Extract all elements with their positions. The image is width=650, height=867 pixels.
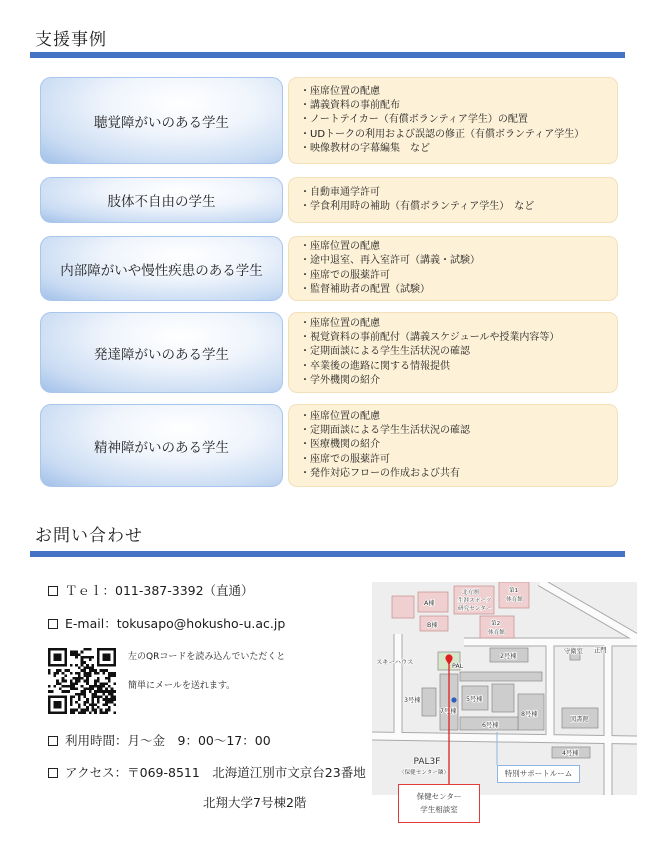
access-text: アクセス：〒069-8511 北海道江別市文京台23番地 bbox=[65, 765, 366, 780]
case-measure-item: ・監督補助者の配置（試験） bbox=[300, 283, 430, 295]
case-category-label: 発達障がいのある学生 bbox=[94, 346, 229, 363]
special-support-room-label: 特別サポートルーム bbox=[504, 769, 573, 778]
map-label-pal3f-note: （保健センター隣） bbox=[398, 770, 450, 776]
case-category-box bbox=[40, 77, 283, 164]
case-measure-item: ・講義資料の事前配布 bbox=[300, 100, 400, 112]
case-measure-item: ・座席位置の配慮 bbox=[300, 410, 380, 422]
support-case-row bbox=[40, 312, 618, 393]
case-category-label: 肢体不自由の学生 bbox=[107, 194, 216, 210]
map-label-gym-1: 体育館 bbox=[506, 597, 523, 603]
section-divider-bar bbox=[30, 551, 625, 557]
map-label-gym-1: 第1 bbox=[509, 588, 519, 594]
case-measure-item: ・座席位置の配慮 bbox=[300, 317, 380, 329]
checkbox-icon bbox=[48, 586, 58, 596]
map-label-building-6: 6号棟 bbox=[482, 722, 499, 729]
checkbox-icon bbox=[48, 619, 58, 629]
case-measures-box bbox=[288, 404, 618, 487]
map-label-guard-room: 守衛室 bbox=[564, 648, 583, 655]
qr-code bbox=[48, 648, 116, 714]
case-measure-item: ・座席での服薬許可 bbox=[300, 453, 390, 465]
map-label-building-2: 2号棟 bbox=[500, 653, 517, 660]
map-label-building-8: 8号棟 bbox=[521, 711, 538, 718]
health-center-tag bbox=[398, 784, 480, 823]
contact-hours bbox=[48, 733, 271, 749]
case-category-label: 精神障がいのある学生 bbox=[94, 439, 229, 456]
section-divider-bar bbox=[30, 52, 625, 58]
qr-note-line: 左のQRコードを読み込んでいただくと bbox=[128, 652, 286, 662]
case-measure-item: ・学外機関の紹介 bbox=[300, 374, 380, 386]
map-label-research-center: 北方圏 bbox=[462, 590, 479, 596]
qr-code-pattern bbox=[48, 648, 116, 714]
case-measure-item: ・映像教材の字幕編集 など bbox=[300, 142, 430, 154]
case-measures-box bbox=[288, 77, 618, 164]
case-measure-item: ・座席位置の配慮 bbox=[300, 85, 380, 97]
case-measure-item: ・定期面談による学生生活状況の確認 bbox=[300, 346, 470, 358]
map-label-pal: PAL bbox=[452, 663, 464, 670]
support-case-row bbox=[40, 177, 618, 223]
checkbox-icon bbox=[48, 736, 58, 746]
contact-tel bbox=[48, 583, 254, 599]
access-building-text: 北翔大学7号棟2階 bbox=[203, 795, 307, 810]
map-label-building-3: 3号棟 bbox=[404, 697, 421, 704]
email-text: E-mail：tokusapo@hokusho-u.ac.jp bbox=[65, 616, 286, 631]
case-measure-item: ・途中退室、再入室許可（講義・試験） bbox=[300, 255, 480, 267]
case-measure-item: ・学食利用時の補助（有償ボランティア学生） など bbox=[300, 201, 535, 212]
case-measure-item: ・座席位置の配慮 bbox=[300, 240, 380, 252]
case-measures-box bbox=[288, 236, 618, 301]
map-label-building-5: 5号棟 bbox=[466, 696, 483, 703]
case-measures-box bbox=[288, 312, 618, 393]
case-measure-item: ・卒業後の進路に関する情報提供 bbox=[300, 360, 450, 372]
support-case-row bbox=[40, 236, 618, 301]
qr-note-line: 簡単にメールを送れます。 bbox=[128, 681, 236, 691]
support-case-row bbox=[40, 404, 618, 487]
case-category-label: 内部障がいや慢性疾患のある学生 bbox=[60, 262, 263, 279]
map-label-gym-2: 第2 bbox=[491, 621, 501, 627]
case-measure-item: ・UDトークの利用および誤認の修正（有償ボランティア学生） bbox=[300, 128, 585, 140]
map-label-building-4: 4号棟 bbox=[562, 750, 579, 757]
case-category-box bbox=[40, 236, 283, 301]
case-measure-item: ・座席での服薬許可 bbox=[300, 269, 390, 281]
map-label-a-building: A棟 bbox=[424, 600, 435, 607]
case-measures-box bbox=[288, 177, 618, 223]
case-measure-item: ・ノートテイカー（有償ボランティア学生）の配置 bbox=[300, 114, 528, 126]
case-measure-item: ・医療機関の紹介 bbox=[300, 439, 380, 451]
case-measure-item: ・定期面談による学生生活状況の確認 bbox=[300, 425, 470, 437]
contact-email bbox=[48, 616, 285, 632]
tel-text: Ｔｅｌ：011-387-3392（直通） bbox=[65, 583, 254, 598]
contact-heading: お問い合わせ bbox=[35, 526, 143, 546]
case-category-label: 聴覚障がいのある学生 bbox=[94, 114, 229, 131]
case-measure-item: ・視覚資料の事前配付（講義スケジュールや授業内容等） bbox=[300, 332, 560, 344]
map-label-pal3f: PAL3F bbox=[413, 757, 441, 767]
map-label-main-gate: 正門 bbox=[594, 647, 607, 654]
case-measure-item: ・自動車通学許可 bbox=[300, 186, 380, 198]
support-case-row bbox=[40, 77, 618, 164]
map-label-b-building: B棟 bbox=[427, 622, 438, 629]
map-label-building-7: 7号棟 bbox=[440, 708, 457, 715]
contact-access bbox=[48, 765, 366, 781]
map-label-research-center: 研究センター bbox=[458, 606, 492, 612]
case-measure-item: ・発作対応フローの作成および共有 bbox=[300, 467, 460, 479]
map-label-library: 図書館 bbox=[570, 716, 589, 723]
hours-text: 利用時間：月～金 9：00～17：00 bbox=[65, 733, 271, 748]
student-counseling-label: 学生相談室 bbox=[420, 805, 458, 814]
map-label-gym-2: 体育館 bbox=[488, 630, 505, 636]
location-dot-icon bbox=[451, 697, 456, 702]
checkbox-icon bbox=[48, 768, 58, 778]
map-label-ski-house: スキーハウス bbox=[376, 659, 414, 666]
case-category-box bbox=[40, 404, 283, 487]
case-category-box bbox=[40, 177, 283, 223]
support-cases-heading: 支援事例 bbox=[35, 30, 107, 50]
special-support-room-tag bbox=[497, 765, 580, 783]
map-label-research-center: 生涯スポーツ bbox=[458, 598, 492, 604]
case-category-box bbox=[40, 312, 283, 393]
health-center-label: 保健センター bbox=[416, 792, 462, 801]
